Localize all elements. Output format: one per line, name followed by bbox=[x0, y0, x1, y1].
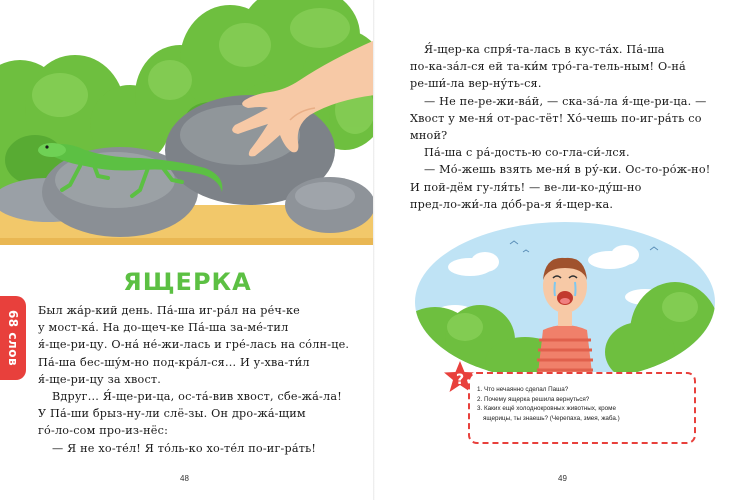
word-count-label: 68 слов bbox=[6, 309, 20, 367]
question-item: 3. Каких ещё холоднокровных животных, кроме bbox=[477, 405, 616, 413]
question-item: 1. Что нечаянно сделал Паша? bbox=[477, 386, 569, 393]
text-line: Вдруг... Я́-ще-ри-ца, ос-та́-вив хвост, сбе-жа́-ла! bbox=[52, 390, 342, 404]
text-line: И пой-дём гу-ля́ть! — ве-ли-ко-ду́ш-но bbox=[410, 180, 642, 194]
text-line: — Не пе-ре-жи-ва́й, — ска-за́-ла я́-ще-ри-ца. — bbox=[424, 94, 707, 108]
word-count-tab bbox=[0, 296, 26, 380]
lizard-on-rocks-illustration bbox=[0, 0, 375, 245]
text-line: у мост-ка́. На до-щеч-ке Па́-ша за-ме́-тил bbox=[38, 321, 289, 335]
text-line: Па́-ша с ра́-дость-ю со-гла-си́-лся. bbox=[424, 146, 630, 160]
question-item: 2. Почему ящерка решила вернуться? bbox=[477, 395, 590, 403]
text-line: Хвост у ме-ня́ от-рас-тёт! Хо́-чешь по-иг-ра́ть со bbox=[410, 111, 702, 125]
text-line: я́-ще-ри-цу. О-на́ не́-жи-лась и гре́-лась на со́лн-це. bbox=[38, 338, 350, 352]
crying-boy-illustration bbox=[415, 222, 715, 382]
questions-box bbox=[468, 372, 696, 444]
left-story-text bbox=[38, 302, 350, 457]
right-story-text bbox=[410, 41, 710, 213]
text-line: пред-ло-жи́-ла до́б-ра-я я́-щер-ка. bbox=[410, 197, 614, 211]
text-line: ре-ши́-ла вер-ну́ть-ся. bbox=[410, 77, 542, 91]
text-line: Я́-щер-ка спря́-та-лась в кус-та́х. Па́-ша bbox=[424, 43, 665, 56]
text-line: Па́-ша бес-шу́м-но под-кра́л-ся... И у-хва-ти́л bbox=[38, 355, 310, 369]
story-title: ЯЩЕРКА bbox=[123, 268, 252, 296]
text-line: Был жа́р-кий день. Па́-ша иг-ра́л на ре́ч-ке bbox=[38, 304, 301, 317]
text-line: У Па́-ши брыз-ну-ли слё-зы. Он дро-жа́-щим bbox=[38, 407, 306, 421]
page-number-right: 49 bbox=[558, 474, 567, 483]
text-line: — Я не хо-те́л! Я то́ль-ко хо-те́л по-иг-ра́ть! bbox=[52, 441, 317, 455]
page-number-left: 48 bbox=[180, 474, 189, 483]
text-line: мной? bbox=[410, 129, 448, 143]
right-page bbox=[375, 0, 750, 500]
text-line: — Мо́-жешь взять ме-ня́ в ру́-ки. Ос-то-ро́ж-но! bbox=[424, 163, 711, 177]
text-line: я́-ще-ри-цу за хвост. bbox=[38, 372, 162, 386]
text-line: го́-ло-сом про-из-нёс: bbox=[38, 424, 169, 438]
question-item: ящерицы, ты знаешь? (Черепаха, змея, жаба.) bbox=[483, 414, 620, 422]
text-line: по-ка-за́л-ся ей та-ки́м тро́-га-тель-ным! О-на́ bbox=[410, 60, 686, 74]
question-mark: ? bbox=[455, 372, 465, 388]
